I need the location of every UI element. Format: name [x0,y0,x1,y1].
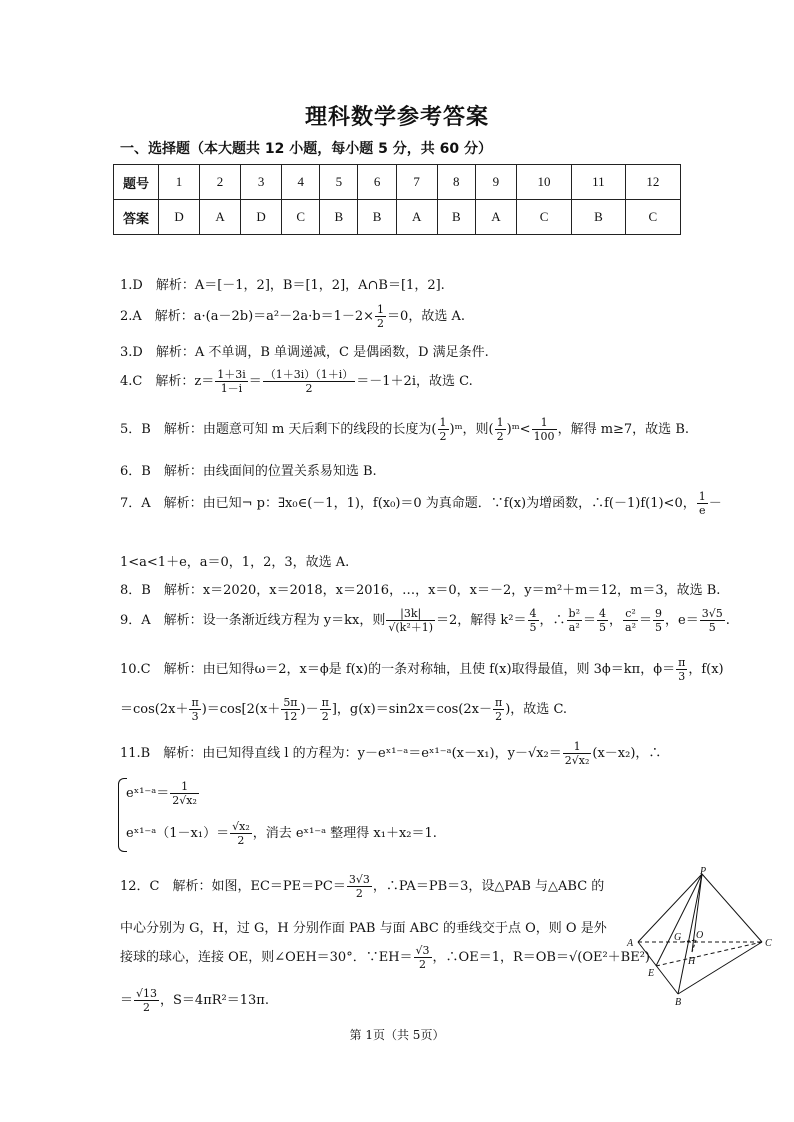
solution-7-cont: 1<a<1＋e，a＝0，1，2，3，故选 A. [120,555,350,570]
fraction [567,607,582,634]
numerator: 1 [496,416,504,429]
numerator: c² [623,607,638,621]
answer-cell: B [572,200,625,235]
fraction [563,740,592,767]
fraction [676,656,687,683]
solution-9-text-f: ＝ [639,613,653,628]
question-number-cell: 3 [241,165,282,200]
numerator: 4 [529,607,537,620]
answer-cell: A [475,200,516,235]
denominator: 2 [237,834,245,847]
solution-5-text-c: )ᵐ< [506,422,531,437]
solution-9-text-e: ， [609,613,623,628]
solution-7-text-b: － [708,496,722,511]
label-G: G [674,932,682,943]
numerator: √x₂ [232,820,250,833]
row-header-answer: 答案 [114,200,159,235]
numerator: 1 [532,416,557,430]
denominator: 5 [599,621,607,634]
answer-cell: C [625,200,680,235]
denominator: a² [625,621,636,634]
fraction [697,490,708,517]
solution-5 [120,416,689,443]
numerator: √3 [415,944,430,957]
solution-12-text-b: ，∴PA＝PB＝3，设△PAB 与△ABC 的 [372,879,605,894]
solution-7-text-a: 7．A 解析：由已知¬ p：∃x₀∈(－1，1)，f(x₀)＝0 为真命题．∵f(x)为增函数，∴f(－1)f(1)<0， [120,496,696,511]
edge-PA [638,874,702,942]
numerator: b² [568,607,580,620]
denominator: √(k²＋1) [388,621,434,634]
denominator: 2√x₂ [172,794,197,807]
numerator: 1 [377,303,385,316]
fraction [700,607,725,634]
numerator: 1 [563,740,592,754]
solution-9-text-h: . [725,613,730,628]
denominator: 2√x₂ [564,754,590,767]
solution-2 [120,303,465,330]
solution-10-text-a: 10.C 解析：由已知得ω＝2，x＝ϕ是 f(x)的一条对称轴，且使 f(x)取得最值，则 3ϕ＝kπ，ϕ＝ [120,662,676,677]
solution-12 [120,873,604,900]
fraction [215,368,248,395]
fraction [532,416,557,443]
fraction [347,873,372,900]
solution-12-text-e: ，∴OE＝1，R＝OB＝√(OE²＋BE²) [432,950,651,965]
answer-cell: A [200,200,241,235]
answer-cell: D [241,200,282,235]
fraction [653,607,664,634]
table-row-answers [114,200,681,235]
denominator: 2 [377,317,385,330]
denominator: 2 [355,887,363,900]
numerator: π [191,696,199,709]
answer-cell: C [516,200,571,235]
label-H: H [688,956,696,967]
solution-10-text-f: ]，g(x)＝sin2x＝cos(2x－ [331,702,492,717]
solution-5-text-b: )ᵐ，则( [449,422,494,437]
solution-4-text-b: ＝－1＋2i，故选 C. [356,374,473,389]
question-number-cell: 7 [396,165,437,200]
denominator: 2 [496,430,504,443]
fraction [375,303,386,330]
question-number-cell: 8 [437,165,475,200]
solution-4 [120,368,473,395]
label-E: E [648,968,655,979]
numerator: π [495,696,503,709]
solution-8: 8．B 解析：x＝2020，x＝2018，x＝2016，…，x＝0，x＝－2，y＝m²＋m＝12，m＝3，故选 B. [120,583,721,598]
numerator: |3k| [386,607,435,621]
fraction [320,696,331,723]
solution-10-text-g: )，故选 C. [505,702,568,717]
denominator: 1－i [220,382,243,395]
line-PE [656,874,702,966]
numerator: 1 [698,490,706,503]
pyramid-figure [620,866,780,1006]
question-number-cell: 10 [516,165,571,200]
system-2-text-b: ，消去 eˣ¹⁻ᵃ 整理得 x₁＋x₂＝1. [252,826,437,841]
solution-9-text-c: ，∴ [539,613,566,628]
answer-cell: C [282,200,320,235]
numerator: 4 [599,607,607,620]
question-number-cell: 11 [572,165,625,200]
solution-9-text-a: 9．A 解析：设一条渐近线方程为 y＝kx，则 [120,613,386,628]
solution-10-cont [120,696,567,723]
table-row-numbers [114,165,681,200]
fraction [597,607,608,634]
denominator: 2 [439,430,447,443]
solution-7 [120,490,722,517]
solution-12-line-3 [120,944,650,971]
answer-cell: A [396,200,437,235]
solution-11-text-a: 11.B 解析：由已知得直线 l 的方程为：y－eˣ¹⁻ᵃ＝eˣ¹⁻ᵃ(x－x₁)，y－√x₂＝ [120,746,562,761]
answer-cell: B [358,200,396,235]
solution-5-text-a: 5．B 解析：由题意可知 m 天后剩下的线段的长度为( [120,422,437,437]
page-footer: 第 1页（共 5页） [349,1028,445,1042]
fraction [263,368,356,395]
solution-9 [120,607,730,634]
denominator: 2 [143,1001,151,1014]
question-number-cell: 2 [200,165,241,200]
denominator: 2 [495,710,503,723]
numerator: π [321,696,329,709]
numerator: 9 [655,607,663,620]
solution-9-text-b: ＝2，解得 k²＝ [436,613,527,628]
fraction [438,416,449,443]
numerator: 1 [170,780,199,794]
system-2-text: eˣ¹⁻ᵃ（1－x₁）＝ [126,826,230,841]
label-A: A [627,938,634,949]
denominator: 5 [708,621,716,634]
numerator: 1 [439,416,447,429]
solution-10 [120,656,724,683]
fraction [281,696,299,723]
label-C: C [765,938,772,949]
solution-5-text-d: ，解得 m≥7，故选 B. [557,422,690,437]
solution-11 [120,740,661,767]
solution-9-text-d: ＝ [583,613,597,628]
numerator: 3√5 [701,607,723,620]
fraction [528,607,539,634]
solution-12-line-4 [120,987,269,1014]
denominator: e [698,504,706,517]
fraction [414,944,432,971]
solution-9-text-g: ，e＝ [665,613,699,628]
solution-10-text-d: )＝cos[2(x＋ [201,702,281,717]
solution-12-line-2: 中心分别为 G，H，过 G，H 分别作面 PAB 与面 ABC 的垂线交于点 O，则 O 是外 [120,921,607,936]
numerator: √13 [136,987,158,1000]
edge-PC [702,874,762,942]
denominator: 5 [655,621,663,634]
answer-cell: D [159,200,200,235]
denominator: a² [568,621,580,634]
solution-12-text-a: 12．C 解析：如图，EC＝PE＝PC＝ [120,879,346,894]
solution-12-text-d: 接球的球心，连接 OE，则∠OEH＝30°．∵EH＝ [120,950,413,965]
fraction [386,607,435,634]
solution-12-text-f: ＝ [120,993,134,1008]
solution-10-text-b: ，f(x) [688,662,724,677]
edge-AB [638,942,678,994]
denominator: 2 [305,382,313,395]
label-P: P [700,866,707,877]
solution-6: 6．B 解析：由线面间的位置关系易知选 B. [120,464,377,479]
question-number-cell: 5 [320,165,358,200]
numerator: π [678,656,686,669]
numerator: 3√3 [348,873,370,886]
solution-12-text-g: ，S＝4πR²＝13π. [160,993,269,1008]
solution-11-text-b: (x－x₂)，∴ [592,746,662,761]
label-O: O [696,930,704,941]
solution-10-text-c: ＝cos(2x＋ [120,702,189,717]
question-number-cell: 4 [282,165,320,200]
solution-4-text-a: 4.C 解析：z＝ [120,374,215,389]
fraction [493,696,504,723]
answer-cell: B [437,200,475,235]
page-title: 理科数学参考答案 [304,105,489,130]
fraction [134,987,159,1014]
answer-table [113,164,681,235]
fraction [495,416,506,443]
line-EC-dashed [656,942,762,966]
equals: ＝ [248,374,262,389]
denominator: 12 [283,710,298,723]
fraction [230,820,252,847]
solution-2-text-b: ＝0，故选 A. [387,309,465,324]
label-B: B [675,997,682,1006]
question-number-cell: 6 [358,165,396,200]
row-header-number: 题号 [114,165,159,200]
denominator: 5 [529,621,537,634]
system-equation-2 [126,820,437,847]
answer-cell: B [320,200,358,235]
denominator: 3 [191,710,199,723]
denominator: 2 [321,710,329,723]
numerator: （1＋3i）（1＋i） [264,368,354,381]
system-equation-1 [126,780,200,807]
solution-1: 1.D 解析：A＝[－1，2]，B＝[1，2]，A∩B＝[1，2]. [120,278,445,293]
denominator: 100 [533,430,555,443]
section-heading: 一、选择题（本大题共 12 小题，每小题 5 分，共 60 分） [120,141,492,157]
edge-BC [678,942,762,994]
fraction [170,780,199,807]
question-number-cell: 12 [625,165,680,200]
question-number-cell: 1 [159,165,200,200]
solution-10-text-e: )－ [300,702,319,717]
solution-2-text-a: 2.A 解析：a·(a－2b)＝a²－2a·b＝1－2× [120,309,375,324]
question-number-cell: 9 [475,165,516,200]
denominator: 3 [678,670,686,683]
denominator: 2 [419,958,427,971]
solution-3: 3.D 解析：A 不单调，B 单调递减，C 是偶函数，D 满足条件. [120,345,489,360]
numerator: 1＋3i [217,368,246,381]
numerator: 5π [283,696,298,709]
system-1-text: eˣ¹⁻ᵃ＝ [126,786,170,801]
fraction [623,607,638,634]
fraction [189,696,200,723]
